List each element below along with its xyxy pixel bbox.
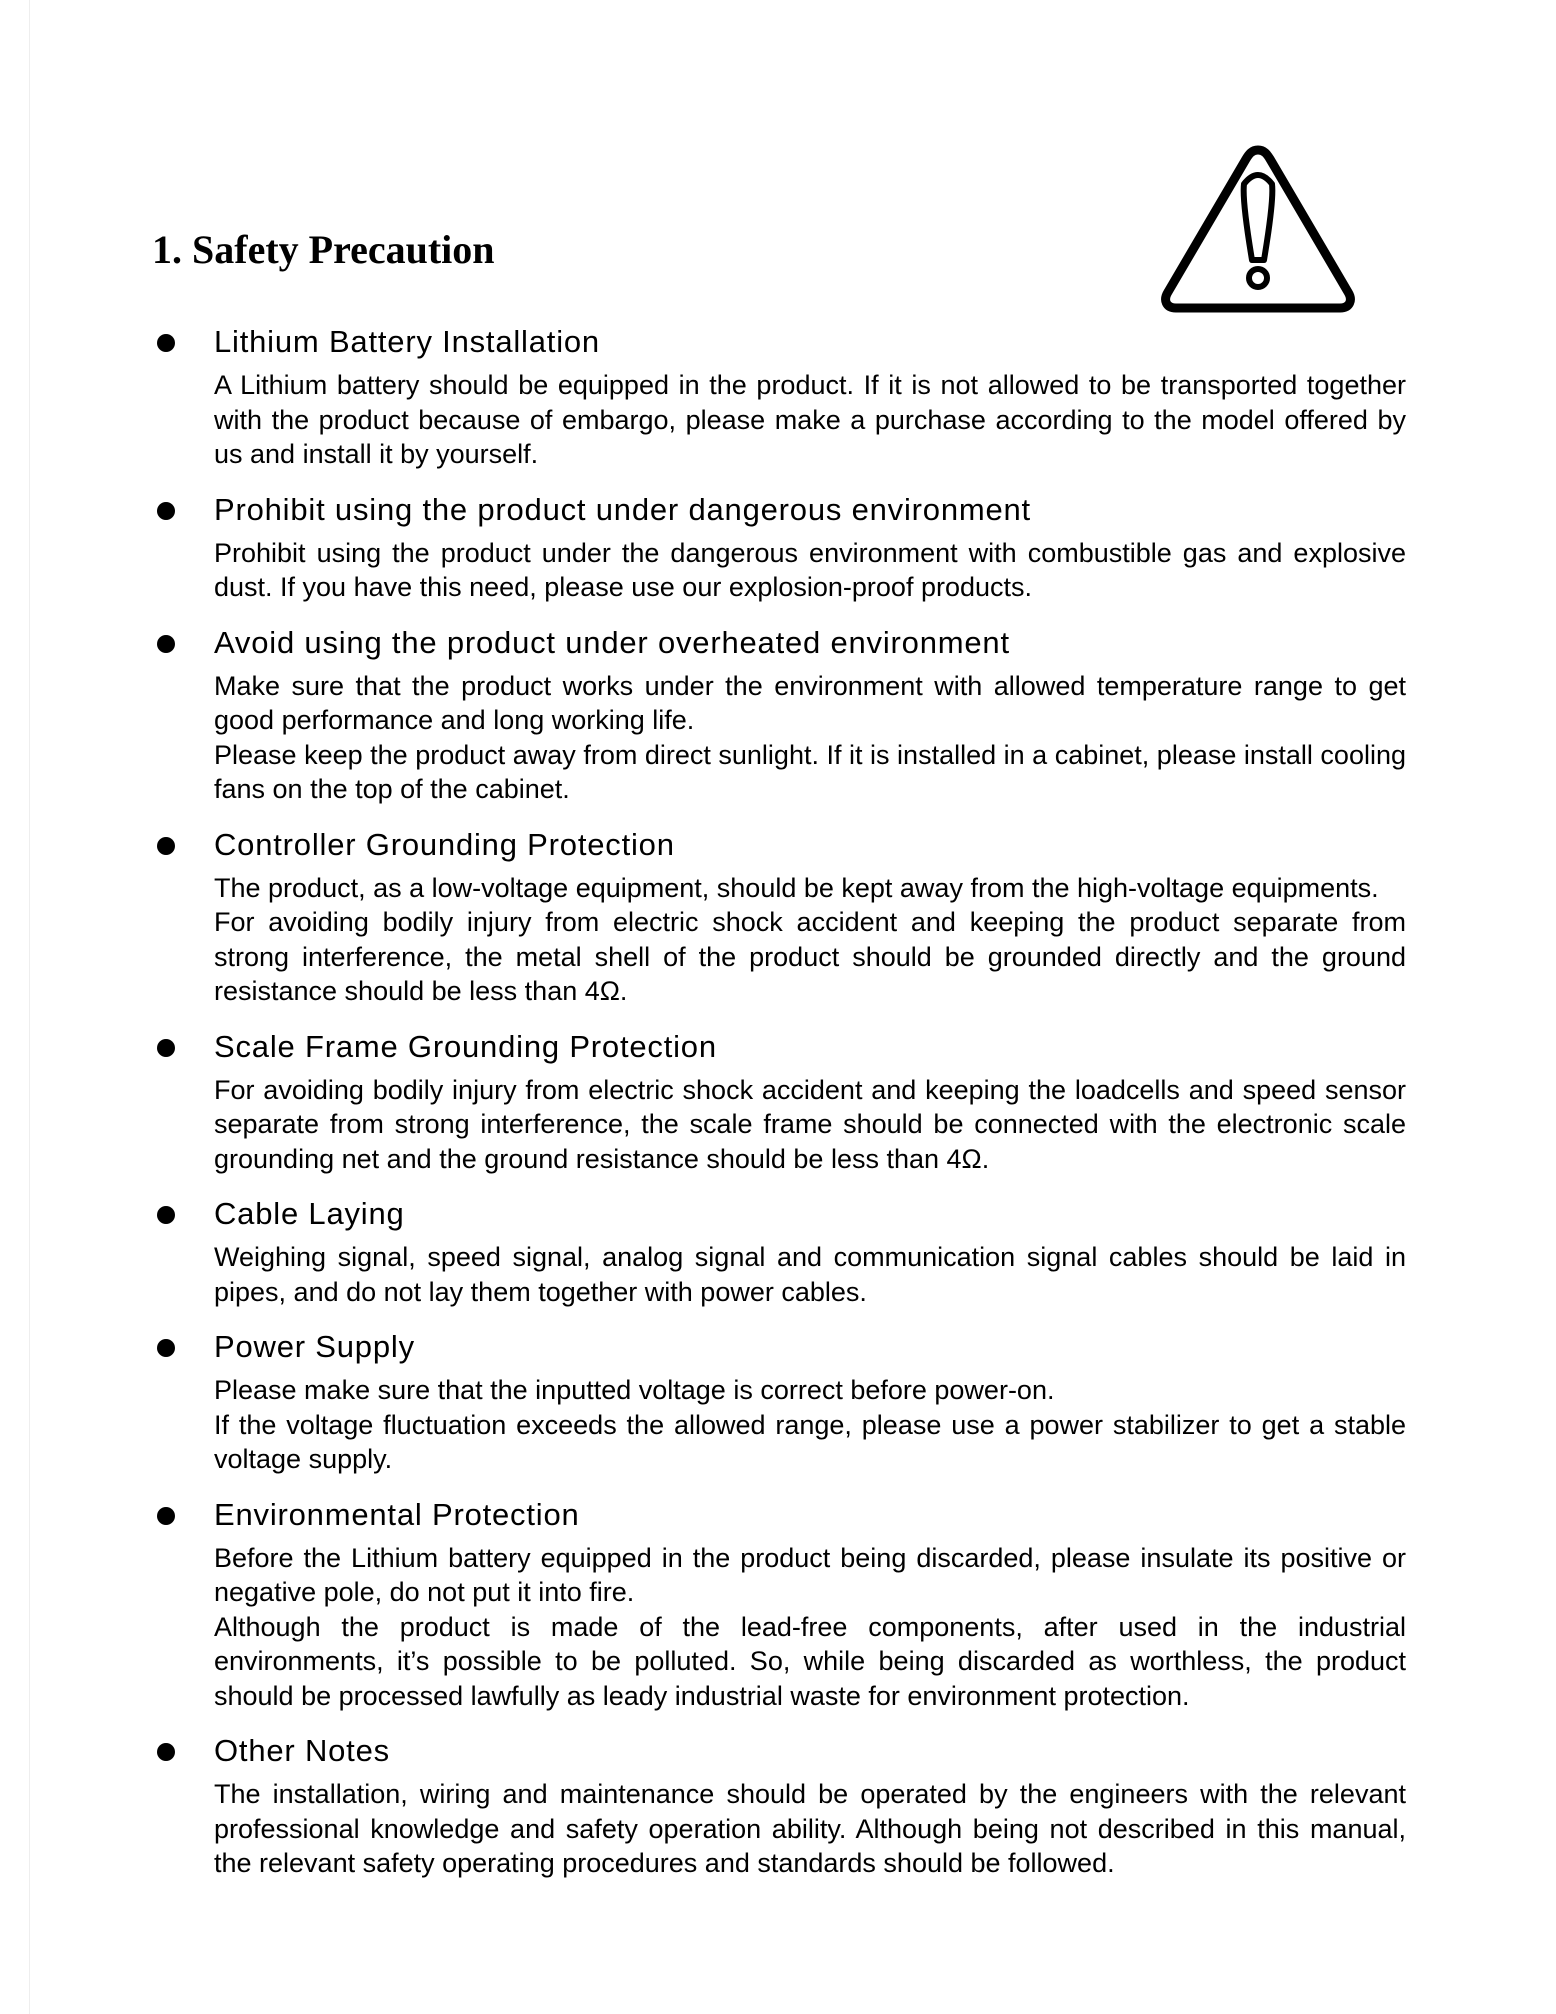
bullet-icon [157,635,175,653]
bullet-icon [157,502,175,520]
section-paragraph: Prohibit using the product under the dangerous environment with combustible gas and explosive dust. If you have this need, please use our explosion-proof products. [214,537,1406,602]
section-body [214,871,1406,1009]
section-heading: Avoid using the product under overheated environment [214,624,1010,660]
section-body [214,1541,1406,1714]
section-item-4 [150,821,1410,1009]
bullet-icon [157,334,175,352]
bullet-icon [157,1206,175,1224]
section-heading: Prohibit using the product under dangerous environment [214,491,1031,527]
bullet-icon [157,1743,175,1761]
section-paragraph: The installation, wiring and maintenance should be operated by the engineers with the relevant professional knowledge and safety operation ability. Although being not described in this manual, the relevant safety operating procedures and standards should be followed. [214,1779,1406,1878]
section-paragraph: For avoiding bodily injury from electric shock accident and keeping the product separate from strong interference, the metal shell of the product should be grounded directly and the ground resistance should be less than 4Ω. [214,907,1406,1006]
bullet-icon [157,837,175,855]
section-body [214,1240,1406,1309]
section-item-8 [150,1491,1410,1714]
section-item-5 [150,1023,1410,1177]
section-paragraph: If the voltage fluctuation exceeds the allowed range, please use a power stabilizer to get a stable voltage supply. [214,1409,1406,1474]
section-paragraph: Weighing signal, speed signal, analog signal and communication signal cables should be laid in pipes, and do not lay them together with power cables. [214,1242,1406,1307]
section-body [214,1373,1406,1477]
section-heading: Lithium Battery Installation [214,324,600,359]
section-item-9 [150,1727,1410,1881]
section-paragraph: Make sure that the product works under the environment with allowed temperature range to get good performance and long working life. [214,670,1406,735]
section-body [214,536,1406,605]
section-list [150,318,1410,1895]
section-item-3 [150,619,1410,807]
section-paragraph: Please keep the product away from direct sunlight. If it is installed in a cabinet, please install cooling fans on the top of the cabinet. [214,739,1406,804]
section-item-7 [150,1323,1410,1477]
section-item-6 [150,1190,1410,1309]
section-heading: Environmental Protection [214,1496,580,1532]
section-paragraph: Before the Lithium battery equipped in the product being discarded, please insulate its positive or negative pole, do not put it into fire. [214,1542,1406,1607]
warning-triangle-icon [1158,142,1358,314]
section-paragraph: Please make sure that the inputted voltage is correct before power-on. [214,1375,1055,1405]
section-paragraph: Although the product is made of the lead-free components, after used in the industrial environments, it’s possible to be polluted. So, while being discarded as worthless, the product should be processed lawfully as leady industrial waste for environment protection. [214,1611,1406,1711]
section-heading: Cable Laying [214,1196,405,1231]
section-heading: Scale Frame Grounding Protection [214,1028,717,1064]
section-heading: Power Supply [214,1329,415,1364]
section-item-2 [150,486,1410,605]
section-body [214,1073,1406,1177]
page-edge [29,0,30,2014]
bullet-icon [157,1507,175,1525]
bullet-icon [157,1039,175,1057]
bullet-icon [157,1339,175,1357]
section-item-1 [150,318,1410,472]
section-heading: Other Notes [214,1733,390,1768]
section-body [214,669,1406,807]
section-heading: Controller Grounding Protection [214,826,675,862]
section-body [214,1777,1406,1881]
section-paragraph: For avoiding bodily injury from electric shock accident and keeping the loadcells and speed sensor separate from strong interference, the scale frame should be connected with the electronic scale grounding net and the ground resistance should be less than 4Ω. [214,1074,1406,1174]
section-body [214,368,1406,472]
section-paragraph: The product, as a low-voltage equipment, should be kept away from the high-voltage equipments. [214,872,1379,903]
page-title: 1. Safety Precaution [152,227,495,272]
section-paragraph: A Lithium battery should be equipped in the product. If it is not allowed to be transported together with the product because of embargo, please make a purchase according to the model offered by us and install it by yourself. [214,370,1406,469]
